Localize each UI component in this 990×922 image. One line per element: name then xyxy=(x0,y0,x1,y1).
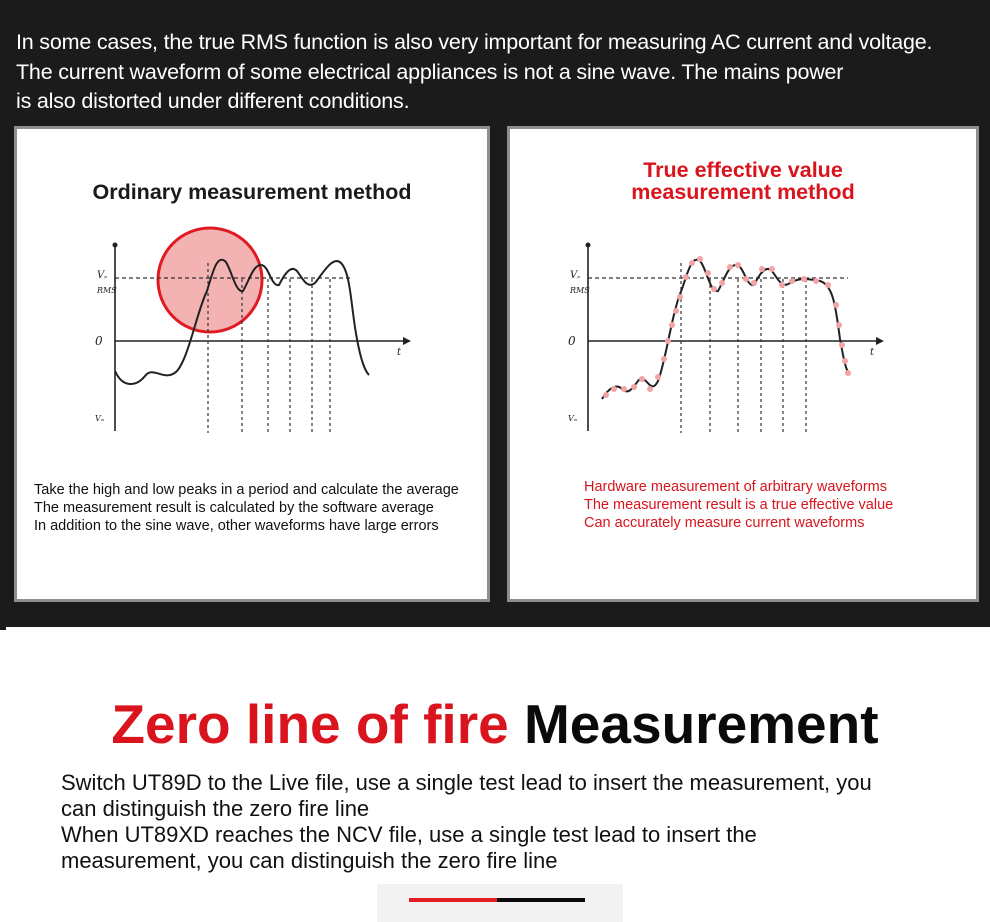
axis-labels xyxy=(568,270,875,423)
desc-line: Take the high and low peaks in a period and calculate the average xyxy=(34,482,459,498)
panel-description xyxy=(34,481,459,535)
section-heading xyxy=(0,693,990,755)
body-line: measurement, you can distinguish the zero fire line xyxy=(61,848,558,873)
desc-line: The measurement result is a true effective value xyxy=(584,497,894,513)
svg-text:Vₘ: Vₘ xyxy=(568,414,578,423)
body-line: Switch UT89D to the Live file, use a single test lead to insert the measurement, you xyxy=(61,770,872,795)
panel-title-line2: measurement method xyxy=(631,180,855,204)
intro-text xyxy=(16,28,986,117)
zero-label: 0 xyxy=(95,334,103,348)
section-body xyxy=(61,770,981,874)
sample-dots xyxy=(603,256,851,398)
svg-text:RMS: RMS xyxy=(570,286,590,295)
intro-line: The current waveform of some electrical appliances is not a sine wave. The mains power xyxy=(16,59,844,84)
panel-title: Ordinary measurement method xyxy=(92,180,412,204)
time-label: t xyxy=(397,347,402,358)
time-label: t xyxy=(870,347,875,358)
desc-line: In addition to the sine wave, other waveforms have large errors xyxy=(34,518,439,534)
y-axis-arrow xyxy=(586,243,591,248)
x-axis-arrow xyxy=(876,337,884,345)
intro-line: is also distorted under different conditions. xyxy=(16,89,410,113)
divider-tick xyxy=(0,627,6,630)
sample-lines xyxy=(681,263,806,433)
svg-text:RMS: RMS xyxy=(97,286,117,295)
intro-line: In some cases, the true RMS function is also very important for measuring AC current and voltage. xyxy=(16,30,933,54)
body-line: can distinguish the zero fire line xyxy=(61,796,370,821)
true-rms-waveform-chart xyxy=(558,221,918,439)
svg-text:Vₘ: Vₘ xyxy=(95,414,105,423)
panel-title-line1: True effective value xyxy=(643,158,843,182)
svg-text:Vₚ: Vₚ xyxy=(97,270,108,281)
body-line: When UT89XD reaches the NCV file, use a single test lead to insert the xyxy=(61,822,757,847)
footer-divider xyxy=(377,884,623,922)
x-axis-arrow xyxy=(403,337,411,345)
y-axis-arrow xyxy=(113,243,118,248)
zero-label: 0 xyxy=(568,334,576,348)
heading-black-part: Measurement xyxy=(523,693,879,755)
divider-black-bar xyxy=(497,898,585,902)
ordinary-waveform-chart xyxy=(85,221,445,439)
true-rms-panel xyxy=(507,126,979,602)
panel-description xyxy=(584,478,893,532)
svg-text:Vₚ: Vₚ xyxy=(570,270,581,281)
heading-red-part: Zero line of fire xyxy=(111,693,509,755)
desc-line: Hardware measurement of arbitrary waveforms xyxy=(584,479,887,495)
desc-line: Can accurately measure current waveforms xyxy=(584,515,865,531)
desc-line: The measurement result is calculated by the software average xyxy=(34,500,434,516)
divider-red-bar xyxy=(409,898,497,902)
ordinary-method-panel xyxy=(14,126,490,602)
